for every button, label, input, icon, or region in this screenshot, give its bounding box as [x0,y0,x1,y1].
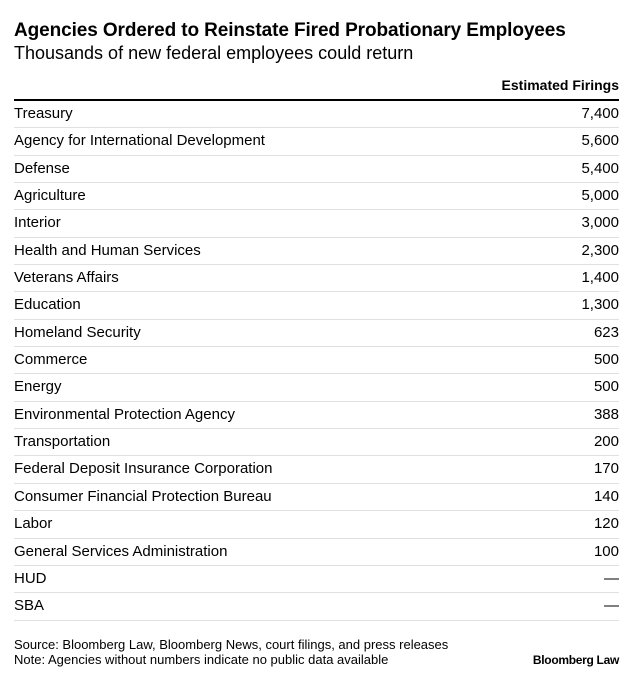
agency-name: Interior [14,214,61,232]
estimated-firings-value: 5,600 [581,132,619,150]
estimated-firings-value: 500 [593,378,619,396]
agency-name: Labor [14,515,53,533]
brand-logo: Bloomberg Law [532,653,619,667]
estimated-firings-value: 120 [593,515,619,533]
source-note: Source: Bloomberg Law, Bloomberg News, court filings, and press releases [14,637,449,652]
table-row [14,593,619,620]
table-row [14,320,619,347]
estimated-firings-value: — [604,597,619,615]
agency-name: Transportation [14,433,111,451]
table-row [14,374,619,401]
estimated-firings-value: 3,000 [581,214,619,232]
table-row [14,292,619,319]
agency-name: HUD [14,569,47,587]
estimated-firings-value: 388 [593,405,619,423]
table-row [14,101,619,128]
data-note: Note: Agencies without numbers indicate no public data available [14,652,389,667]
table-row [14,238,619,265]
agency-name: SBA [14,597,45,615]
agency-name: Veterans Affairs [14,269,119,287]
estimated-firings-value: — [604,569,619,587]
agency-name: Agency for International Development [14,132,265,150]
agency-name: Consumer Financial Protection Bureau [14,487,272,505]
estimated-firings-value: 5,000 [581,187,619,205]
table-row [14,539,619,566]
agency-name: Education [14,296,81,314]
table-row [14,566,619,593]
estimated-firings-value: 100 [593,542,619,560]
table-row [14,156,619,183]
agency-name: Treasury [14,105,73,122]
chart-title: Agencies Ordered to Reinstate Fired Probationary Employees [14,20,566,41]
footnotes [14,637,448,667]
agency-name: Health and Human Services [14,241,201,259]
estimated-firings-value: 7,400 [581,105,619,122]
table-body [14,101,619,621]
table-row [14,210,619,237]
table-row [14,511,619,538]
agency-name: Environmental Protection Agency [14,405,235,423]
agency-name: Defense [14,159,70,177]
table-row [14,484,619,511]
estimated-firings-value: 1,300 [581,296,619,314]
table-row [14,183,619,210]
table-row [14,347,619,374]
table-row [14,402,619,429]
table-row [14,429,619,456]
chart-subtitle: Thousands of new federal employees could return [14,43,414,63]
estimated-firings-value: 2,300 [581,241,619,259]
estimated-firings-value: 5,400 [581,159,619,177]
agency-name: Energy [14,378,62,396]
estimated-firings-value: 200 [593,433,619,451]
agency-name: Homeland Security [14,323,141,341]
agency-name: Federal Deposit Insurance Corporation [14,460,273,478]
agency-name: Agriculture [14,187,86,205]
table-row [14,128,619,155]
agency-name: Commerce [14,351,88,369]
estimated-firings-value: 170 [593,460,619,478]
table-row [14,456,619,483]
table-row [14,265,619,292]
estimated-firings-value: 140 [593,487,619,505]
agency-name: General Services Administration [14,542,228,560]
estimated-firings-value: 623 [593,323,619,341]
estimated-firings-value: 1,400 [581,269,619,287]
column-header-estimated-firings: Estimated Firings [501,77,619,93]
estimated-firings-value: 500 [593,351,619,369]
